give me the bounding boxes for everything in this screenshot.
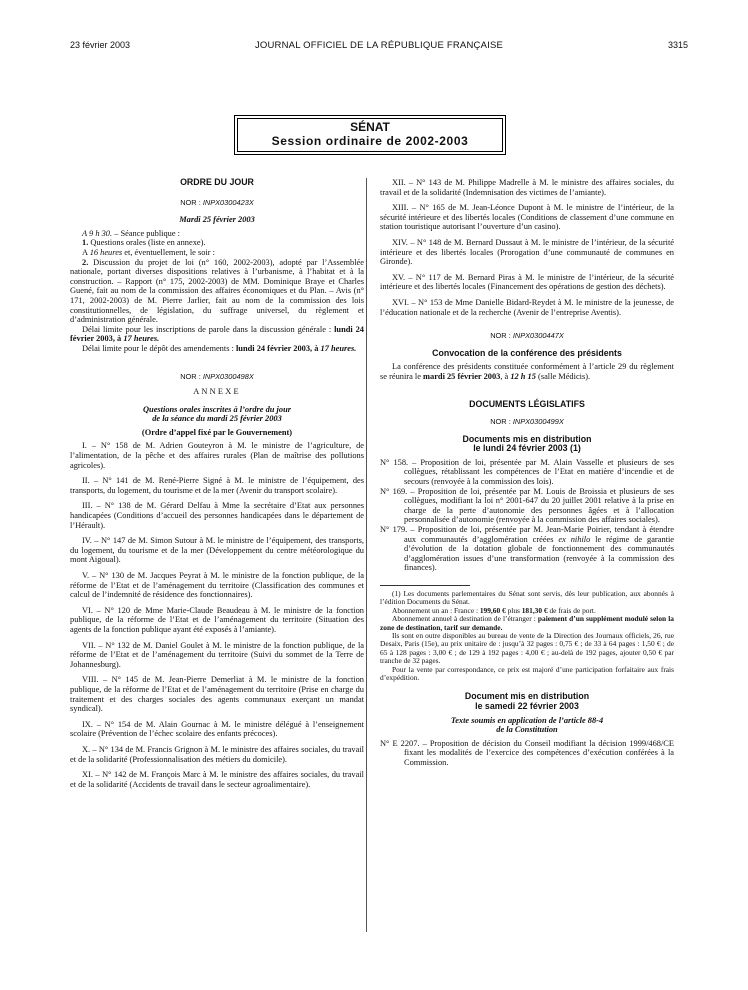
right-column [380,178,674,768]
footnote-foreign: Abonnement annuel à destination de l’étranger : paiement d’un supplément modulé selon la zone de destination, tarif sur demande. [380,614,674,632]
left-questions-list [70,441,364,789]
nor-reference: NOR : INPX0300499X [490,417,564,427]
document-item: N° 169. – Proposition de loi, présentée par M. Louis de Broissia et plusieurs de ses collègues, modifiant la loi n° 2001-647 du 20 juillet 2001 relative à la prise en charge de la perte d’autonomie des personnes âgées et à l’allocation personnalisée d’autonomie (renvoyée à la commission des affaires sociales). [380,486,674,525]
footnote-mail-order: Pour la vente par correspondance, ce prix est majoré d’une participation forfaitaire aux frais d’expédition. [380,664,674,683]
questions-order-subtitle: (Ordre d’appel fixé par le Gouvernement) [141,427,293,437]
question-item: XV. – N° 117 de M. Bernard Piras à M. le ministre de l’intérieur, de la sécurité intérieure et des libertés locales (Financement des opérations de gestion des déchets). [380,272,674,292]
question-item: II. – N° 141 de M. René-Pierre Signé à M. le ministre de l’équipement, des transports, du logement, du tourisme et de la mer (Avenir du transport scolaire). [70,476,364,495]
annexe-heading: ANNEXE [193,387,241,397]
nor-reference: NOR : INPX0300498X [180,371,254,381]
senat-title-box [234,115,506,155]
question-item: I. – N° 158 de M. Adrien Gouteyron à M. le ministre de l’agriculture, de l’alimentation, de la pêche et des affaires rurales (Plan de maîtrise des pollutions agricoles). [70,441,364,470]
conference-heading: Convocation de la conférence des présidents [432,347,622,358]
date-heading: Mardi 25 février 2003 [179,215,255,225]
article-heading-line2: de la Constitution [496,725,558,735]
footnote-prices: Ils sont en outre disponibles au bureau de vente de la Direction des Journaux officiels, 26, rue Desaix, Paris (15e), au prix unitaire de : jusqu’à 32 pages : 0,75 € ; de 33 à 64 pages : 1,50 € ; de 65 à 128 pages : 3,00 € ; de 129 à 192 pages : 4,00 € ; au-delà de 192 pages, ajouter 0,50 € par tranche de 32 pages. [380,631,674,666]
agenda-item-1: 1. Questions orales (liste en annexe). [82,238,206,248]
question-item: XVI. – N° 153 de Mme Danielle Bidard-Reydet à M. le ministre de la jeunesse, de l’éducation nationale et de la recherche (Avenir de l’entreprise Aventis). [380,297,674,317]
question-item: IX. – N° 154 de M. Alain Gournac à M. le ministre délégué à l’enseignement scolaire (Prévention de l’échec scolaire des enfants précoces). [70,719,364,739]
senat-title-inner-frame [237,118,503,152]
morning-session: A 9 h 30. – Séance publique : [82,228,181,238]
session-title: Session ordinaire de 2002-2003 [271,134,469,148]
footnote-1: (1) Les documents parlementaires du Sénat sont servis, dès leur publication, aux abonnés à l’édition Documents du Sénat. [380,589,674,607]
question-item: XIV. – N° 148 de M. Bernard Dussaut à M. le ministre de l’intérieur, de la sécurité intérieure et des libertés locales (Prorogation d’une communauté de communes en Gironde). [380,237,674,267]
documents-list [380,458,674,525]
question-item: V. – N° 130 de M. Jacques Peyrat à M. le ministre de la fonction publique, de la réforme de l’Etat et de l’aménagement du territoire (Classification des communes et calcul de l’indemnité de résidence des fonctionnaires). [70,571,364,600]
left-column [70,178,364,789]
conference-text: La conférence des présidents constituée conformément à l’article 29 du règlement se réunira le mardi 25 février 2003, à 12 h 15 (salle Médicis). [380,362,674,381]
document-item: N° 158. – Proposition de loi, présentée par M. Alain Vasselle et plusieurs de ses collègues, rétablissant les compétences de l’Etat en matière d’incendie et de secours (renvoyée à la commission des lois). [380,457,674,487]
documents-legislatifs-heading: DOCUMENTS LÉGISLATIFS [469,398,585,409]
nor-reference: NOR : INPX0300423X [180,197,254,207]
distribution-heading-line1: Documents mis en distribution [462,433,592,444]
document-item: N° E 2207. – Proposition de décision du Conseil modifiant la décision 1999/468/CE fixant les modalités de l’exercice des compétences d’exécution conférées à la Commission. [380,738,674,768]
header-journal-title: JOURNAL OFFICIEL DE LA RÉPUBLIQUE FRANÇAISE [254,40,504,51]
page-header [70,40,688,54]
question-item: XIII. – N° 165 de M. Jean-Léonce Dupont à M. le ministre de l’intérieur, de la sécurité intérieure et des libertés locales (Conditions de classement d’une commune en station touristique autorisant l’ouverture d’un casino). [380,203,674,232]
question-item: III. – N° 138 de M. Gérard Delfau à Mme la secrétaire d’Etat aux personnes handicapées (Conditions d’accueil des personnes handicapées dans le département de l’Hérault). [70,501,364,530]
question-item: VII. – N° 132 de M. Daniel Goulet à M. le ministre de la fonction publique, de la réforme de l’Etat et de l’aménagement du territoire (Suivi du sommet de la Terre de Johannesburg). [70,640,364,669]
header-date: 23 février 2003 [70,40,131,50]
question-item: IV. – N° 147 de M. Simon Sutour à M. le ministre de l’équipement, des transports, du logement, du tourisme et de la mer (Développement du centre météorologique du mont Aigoual). [70,536,364,565]
amendment-deadline: Délai limite pour le dépôt des amendements : lundi 24 février 2003, à 17 heures. [82,343,357,353]
question-item: XI. – N° 142 de M. François Marc à M. le ministre des affaires sociales, du travail et de la solidarité (Accidents de travail dans le secteur agroalimentaire). [70,770,364,789]
header-page-number: 3315 [667,40,688,50]
column-divider [366,178,367,932]
right-questions-list [380,178,674,317]
document-item: N° 179. – Proposition de loi, présentée par M. Jean-Marie Poirier, tendant à étendre aux communautés d’agglomération créées ex nihilo le régime de garantie d’évolution de la dotation globale de fonctionnement des communautés d’agglomération issues d’une transformation (renvoyée à la commission des finances). [380,525,675,573]
nor-reference: NOR : INPX0300447X [490,331,564,341]
question-item: VI. – N° 120 de Mme Marie-Claude Beaudeau à M. le ministre de la fonction publique, de la réforme de l’Etat et de l’aménagement du territoire (Situation des agents de la fonction publique ayant été exposés à l’amiante). [70,605,364,634]
question-item: X. – N° 134 de M. Francis Grignon à M. le ministre des affaires sociales, du travail et de la solidarité (Professionnalisation des métiers du domicile). [70,744,364,764]
questions-title-line1: Questions orales inscrites à l’ordre du jour [143,404,291,414]
distribution2-heading-line2: le samedi 22 février 2003 [475,701,579,712]
footnote-rule [380,585,470,586]
agenda-item-2: 2. Discussion du projet de loi (n° 160, 2002-2003), adopté par l’Assemblée nationale, portant diverses dispositions relatives à l’urbanisme, à l’habitat et à la construction. – Rapport (n° 175, 2002-2003) de MM. Dominique Braye et Charles Guené, fait au nom de la commission des affaires économiques et du Plan. – Avis (n° 171, 2002-2003) de M. Pierre Jarlier, fait au nom de la commission des lois constitutionnelles, de législation, du suffrage universel, du règlement et d’administration générale. [70,257,364,325]
distribution2-heading-line1: Document mis en distribution [464,691,590,702]
footnote-subscription: Abonnement un an : France : 199,60 € plus 181,30 € de frais de port. [392,605,596,615]
question-item: VIII. – N° 145 de M. Jean-Pierre Demerliat à M. le ministre de la fonction publique, de la réforme de l’Etat et de l’aménagement du territoire (Prise en charge du traitement et des charges sociales des agents communaux exerçant un mandat syndical). [70,675,364,714]
question-item: XII. – N° 143 de M. Philippe Madrelle à M. le ministre des affaires sociales, du travail et de la solidarité (Indemnisation des victimes de l’amiante). [380,178,674,197]
afternoon-session: A 16 heures et, éventuellement, le soir : [82,247,215,257]
senat-title: SÉNAT [350,120,390,134]
speaking-deadline: Délai limite pour les inscriptions de parole dans la discussion générale : lundi 24 février 2003, à 17 heures. [70,324,364,344]
distribution-heading-line2: le lundi 24 février 2003 (1) [473,443,581,454]
ordre-du-jour-heading: ORDRE DU JOUR [180,177,254,187]
article-heading-line1: Texte soumis en application de l’article 88-4 [450,715,604,725]
questions-title-line2: de la séance du mardi 25 février 2003 [152,414,282,424]
